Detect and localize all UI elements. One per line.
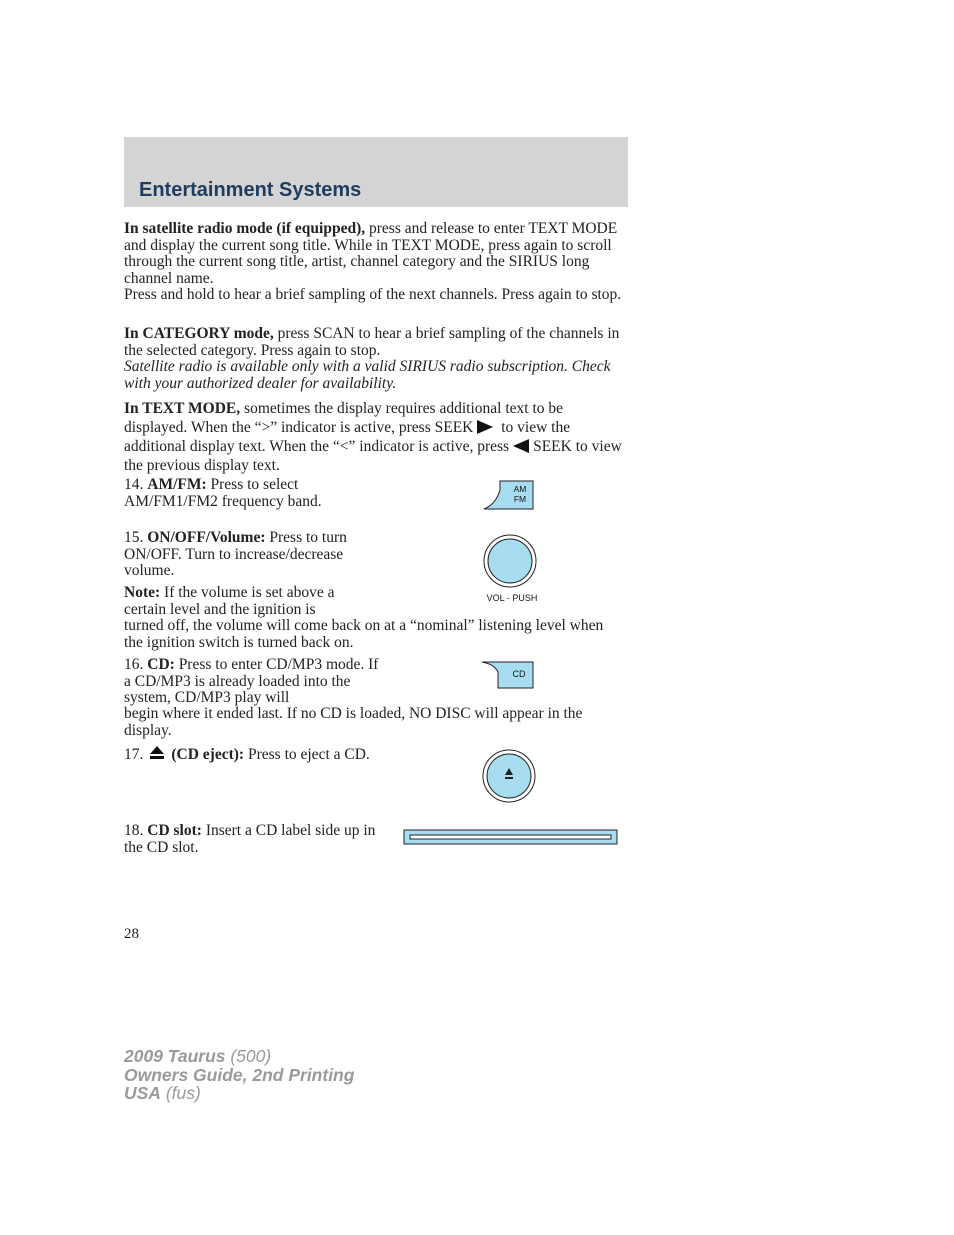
document-footer <box>124 1047 354 1103</box>
text-mode-part1: sometimes the display requires additional text to be displayed. When the “>” indicator is active, press SEEK <box>124 400 563 436</box>
cd-button-illustration <box>480 660 536 690</box>
amfm-button-illustration <box>482 480 536 511</box>
onoff-lead: ON/OFF/Volume: <box>147 529 266 546</box>
onoff-item <box>124 530 374 580</box>
eject-item <box>124 746 379 764</box>
satellite-hold-text: Press and hold to hear a brief sampling of the next channels. Press again to stop. <box>124 286 622 303</box>
cd-slot-body: Insert a CD label side up in the CD slot. <box>124 822 376 856</box>
volume-knob-label: VOL - PUSH <box>486 593 538 603</box>
eject-icon <box>149 746 165 760</box>
text-mode-paragraph <box>124 399 628 475</box>
footer-guide: Owners Guide, 2nd Printing <box>124 1064 355 1085</box>
category-mode-lead: In CATEGORY mode, <box>124 325 274 342</box>
footer-market: USA <box>124 1083 161 1103</box>
satellite-mode-lead: In satellite radio mode (if equipped), <box>124 220 366 237</box>
footer-line-2 <box>124 1066 354 1085</box>
amfm-number: 14. <box>124 476 144 493</box>
seek-forward-icon <box>477 420 493 434</box>
text-mode-part3: SEEK to view the previous display text. <box>124 438 622 474</box>
seek-back-icon <box>513 439 529 453</box>
page-title: Entertainment Systems <box>139 179 362 201</box>
eject-lead: (CD eject): <box>171 746 245 763</box>
eject-button-illustration <box>480 748 538 806</box>
satellite-mode-body: press and release to enter TEXT MODE and display the current song title. While in TEXT MODE, press again to scroll through the current song title, artist, channel category and the SIRIUS long channel name. <box>124 220 618 287</box>
cd-lead: CD: <box>147 656 175 673</box>
cd-button-label: CD <box>512 669 526 679</box>
text-mode-part2: to view the additional display text. When the “<” indicator is active, press <box>124 419 571 455</box>
cd-tail: begin where it ended last. If no CD is loaded, NO DISC will appear in the display. <box>124 705 583 739</box>
eject-number: 17. <box>124 746 144 763</box>
footer-line-1 <box>124 1047 354 1066</box>
cd-body: Press to enter CD/MP3 mode. If a CD/MP3 is already loaded into the system, CD/MP3 play will <box>124 656 379 706</box>
page-number: 28 <box>124 926 139 942</box>
footer-model: 2009 Taurus <box>124 1046 226 1066</box>
footer-market-code: (fus) <box>160 1083 201 1103</box>
cd-slot-item <box>124 823 379 856</box>
eject-body: Press to eject a CD. <box>244 746 370 763</box>
onoff-number: 15. <box>124 529 144 546</box>
onoff-body: Press to turn ON/OFF. Turn to increase/decrease volume. <box>124 529 347 579</box>
cd-slot-number: 18. <box>124 822 144 839</box>
amfm-button-line1: AM <box>513 484 527 494</box>
amfm-button-line2: FM <box>513 494 527 504</box>
amfm-lead: AM/FM: <box>147 476 207 493</box>
footer-line-3 <box>124 1084 354 1103</box>
category-mode-body: press SCAN to hear a brief sampling of the channels in the selected category. Press again to stop. <box>124 325 620 359</box>
amfm-body: Press to select AM/FM1/FM2 frequency band. <box>124 476 322 510</box>
cd-slot-lead: CD slot: <box>147 822 202 839</box>
amfm-item <box>124 477 354 510</box>
volume-note-lead: Note: <box>124 584 161 601</box>
sirius-subscription-note: Satellite radio is available only with a valid SIRIUS radio subscription. Check with your authorized dealer for availability. <box>124 358 611 392</box>
volume-note-tail: turned off, the volume will come back on at a “nominal” listening level when the ignition switch is turned back on. <box>124 617 604 651</box>
cd-slot-illustration <box>403 829 619 847</box>
volume-note-body: If the volume is set above a certain level and the ignition is <box>124 584 335 618</box>
text-mode-lead: In TEXT MODE, <box>124 400 241 417</box>
cd-item <box>124 657 379 707</box>
volume-knob-illustration <box>480 534 544 606</box>
section-header-band <box>124 137 628 207</box>
footer-model-code: (500) <box>225 1046 272 1066</box>
satellite-mode-paragraph <box>124 221 628 304</box>
cd-number: 16. <box>124 656 144 673</box>
category-mode-paragraph <box>124 326 628 392</box>
volume-note <box>124 585 374 618</box>
